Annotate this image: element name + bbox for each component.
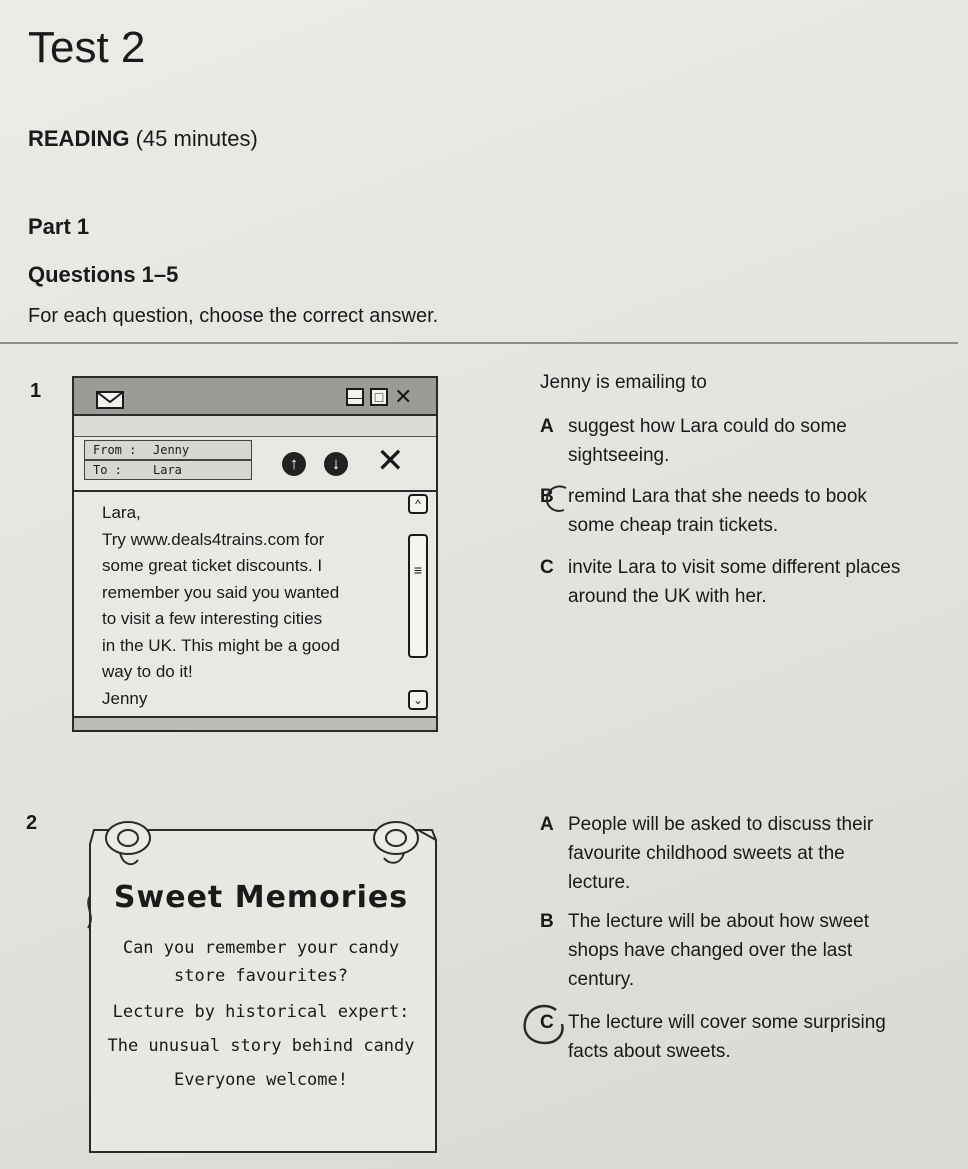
option-line: century. (568, 969, 635, 990)
to-label: To : (93, 463, 122, 477)
divider (0, 342, 958, 344)
email-line: some great ticket discounts. I (102, 556, 323, 575)
scroll-up-icon[interactable]: ^ (408, 494, 428, 514)
option-letter: C (540, 557, 554, 578)
option-text (568, 412, 847, 470)
instruction-text: For each question, choose the correct answer. (28, 305, 439, 327)
option-line: suggest how Lara could do some (568, 416, 847, 437)
email-line: Lara, (102, 503, 141, 522)
email-window (72, 376, 438, 732)
option-letter: A (540, 814, 554, 835)
delete-icon[interactable]: ✕ (376, 442, 405, 480)
option-line: shops have changed over the last (568, 940, 853, 961)
option-text (568, 810, 873, 897)
option-line: sightseeing. (568, 445, 670, 466)
email-line: to visit a few interesting cities (102, 609, 323, 628)
option-letter: A (540, 416, 554, 437)
email-footer (74, 716, 436, 730)
option-text (568, 1008, 886, 1066)
email-body (102, 500, 382, 712)
email-line: Try www.deals4trains.com for (102, 529, 325, 549)
option-line: some cheap train tickets. (568, 515, 779, 536)
poster-title: Sweet Memories (113, 880, 409, 915)
reading-duration: (45 minutes) (135, 126, 258, 151)
email-line: way to do it! (102, 662, 193, 681)
poster-line: Lecture by historical expert: (112, 1002, 410, 1022)
option-letter: C (540, 1012, 554, 1033)
option-line: The lecture will cover some surprising (568, 1012, 886, 1033)
to-field (84, 460, 252, 480)
test-title: Test 2 (28, 23, 146, 72)
option-line: The lecture will be about how sweet (568, 911, 869, 932)
handwritten-circle-mark (544, 484, 574, 514)
email-toolbar (74, 416, 436, 437)
option-letter: B (540, 486, 554, 507)
close-icon[interactable]: ✕ (394, 384, 413, 409)
option-line: invite Lara to visit some different places (568, 557, 901, 578)
option-text (568, 553, 900, 611)
email-line: in the UK. This might be a good (102, 635, 340, 655)
questions-heading: Questions 1–5 (28, 262, 179, 287)
poster-line: Can you remember your candy (122, 938, 400, 958)
from-value: Jenny (153, 443, 190, 457)
scrollbar[interactable] (408, 494, 428, 710)
to-value: Lara (153, 463, 182, 477)
email-line: remember you said you wanted (102, 582, 340, 602)
option-line: facts about sweets. (568, 1041, 731, 1062)
question-1-stem: Jenny is emailing to (540, 372, 707, 393)
section-heading (28, 126, 258, 152)
question-number-2: 2 (26, 812, 38, 834)
scroll-thumb[interactable]: ≡ (408, 534, 428, 658)
maximize-icon[interactable]: □ (370, 388, 388, 406)
from-label: From : (93, 443, 137, 457)
arrow-down-icon[interactable]: ↓ (324, 452, 348, 476)
minimize-icon[interactable]: — (348, 389, 362, 405)
option-line: around the UK with her. (568, 586, 767, 607)
option-text (568, 907, 869, 994)
option-letter: B (540, 911, 554, 932)
from-field (84, 440, 252, 460)
option-line: lecture. (568, 872, 631, 893)
email-titlebar (74, 378, 436, 416)
part-heading: Part 1 (28, 214, 90, 239)
scroll-frame (80, 816, 442, 1156)
body-separator (74, 490, 436, 492)
envelope-icon (96, 391, 124, 409)
option-line: remind Lara that she needs to book (568, 486, 867, 507)
poster (80, 816, 442, 1156)
email-line: Jenny (102, 688, 148, 708)
poster-line: The unusual story behind candy (107, 1036, 415, 1056)
option-line: People will be asked to discuss their (568, 814, 874, 835)
poster-line: Everyone welcome! (174, 1070, 348, 1090)
question-number-1: 1 (30, 380, 42, 402)
arrow-up-icon[interactable]: ↑ (282, 452, 306, 476)
poster-line: store favourites? (174, 966, 348, 986)
option-text (568, 482, 867, 540)
scroll-down-icon[interactable]: ⌄ (408, 690, 428, 710)
option-line: favourite childhood sweets at the (568, 843, 845, 864)
reading-label: READING (28, 126, 130, 151)
